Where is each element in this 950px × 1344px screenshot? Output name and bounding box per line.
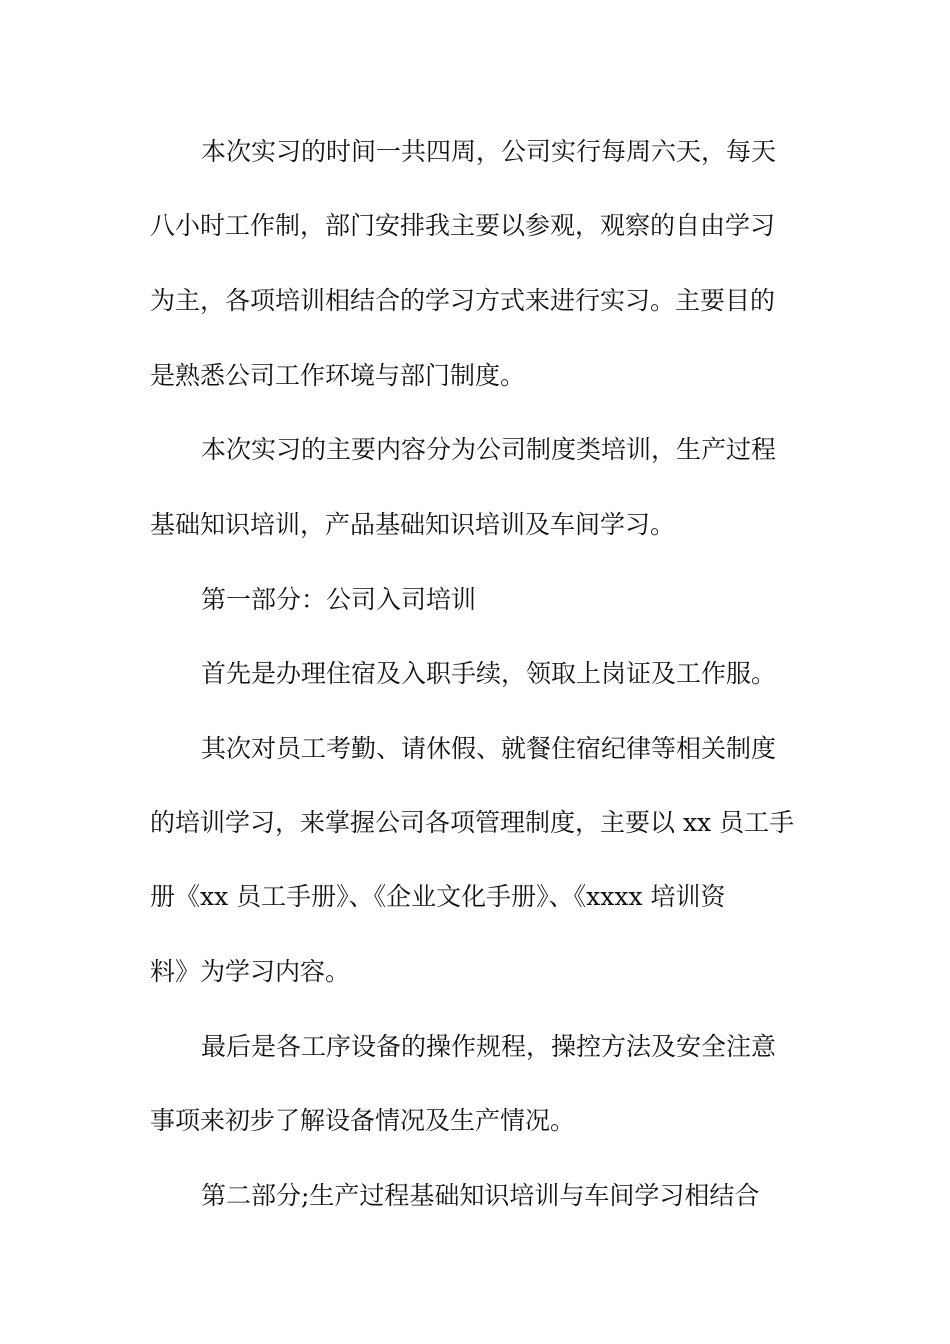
paragraph-4-line-2: 的培训学习，来掌握公司各项管理制度，主要以 xx 员工手 xyxy=(150,808,795,837)
paragraph-3-line-1: 首先是办理住宿及入职手续，领取上岗证及工作服。 xyxy=(201,659,777,688)
paragraph-4-line-1: 其次对员工考勤、请休假、就餐住宿纪律等相关制度 xyxy=(201,734,777,763)
paragraph-4-line-4: 料》为学习内容。 xyxy=(150,957,351,986)
paragraph-1-line-3: 为主，各项培训相结合的学习方式来进行实习。主要目的 xyxy=(150,286,776,315)
paragraph-5-line-2: 事项来初步了解设备情况及生产情况。 xyxy=(150,1106,576,1135)
paragraph-1-line-2: 八小时工作制，部门安排我主要以参观，观察的自由学习 xyxy=(150,211,776,240)
paragraph-2-line-1: 本次实习的主要内容分为公司制度类培训，生产过程 xyxy=(201,435,777,464)
section-heading-part-1: 第一部分：公司入司培训 xyxy=(201,585,477,614)
section-heading-part-2: 第二部分;生产过程基础知识培训与车间学习相结合 xyxy=(201,1181,760,1210)
paragraph-2-line-2: 基础知识培训，产品基础知识培训及车间学习。 xyxy=(150,510,676,539)
paragraph-5-line-1: 最后是各工序设备的操作规程，操控方法及安全注意 xyxy=(201,1032,777,1061)
paragraph-1-line-4: 是熟悉公司工作环境与部门制度。 xyxy=(150,361,526,390)
paragraph-4-line-3: 册《xx 员工手册》、《企业文化手册》、《xxxx 培训资 xyxy=(150,882,726,911)
paragraph-1-line-1: 本次实习的时间一共四周，公司实行每周六天，每天 xyxy=(201,137,777,166)
